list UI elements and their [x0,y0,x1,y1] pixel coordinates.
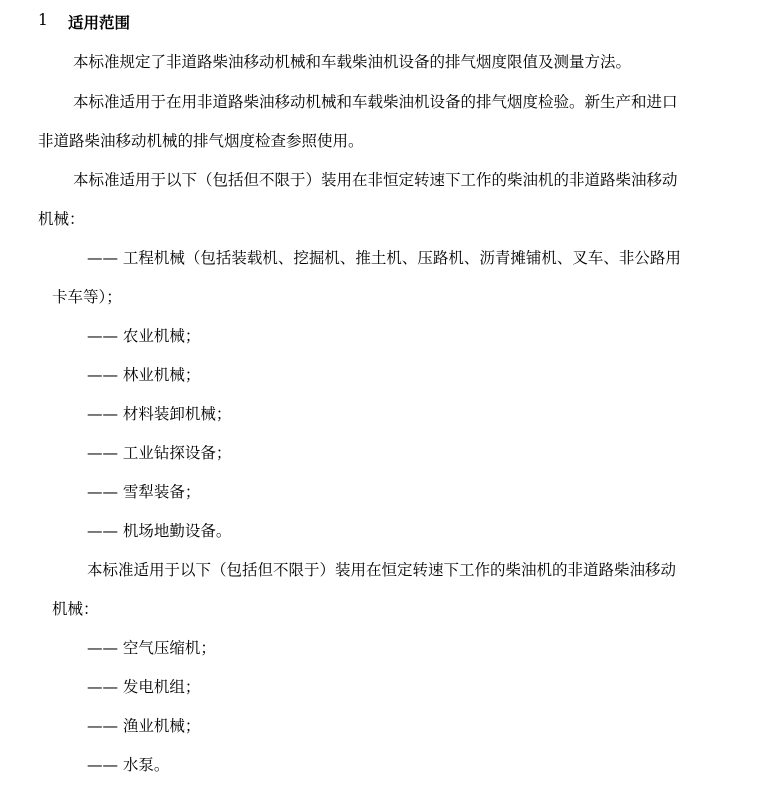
list-item: —— 材料装卸机械； [87,405,232,423]
list-item-continuation: 卡车等）； [52,288,122,306]
list-item: —— 雪犁装备； [87,483,201,501]
section-title: 适用范围 [68,14,131,32]
list-item: —— 工程机械（包括装载机、挖掘机、推土机、压路机、沥青摊铺机、叉车、非公路用 [87,249,681,267]
list-item: —— 发电机组； [87,678,201,696]
list-item: —— 渔业机械； [87,717,201,735]
paragraph-variable-speed-line: 机械： [38,210,85,228]
paragraph-constant-speed-line: 机械： [52,600,99,618]
paragraph-applicability-line: 非道路柴油移动机械的排气烟度检查参照使用。 [38,132,364,150]
paragraph-constant-speed-line: 本标准适用于以下（包括但不限于）装用在恒定转速下工作的柴油机的非道路柴油移动 [87,561,677,579]
list-item: —— 工业钻探设备； [87,444,232,462]
paragraph-scope-line: 本标准规定了非道路柴油移动机械和车载柴油机设备的排气烟度限值及测量方法。 [73,53,632,71]
list-item: —— 林业机械； [87,366,201,384]
list-item: —— 水泵。 [87,756,170,774]
list-item: —— 机场地勤设备。 [87,522,232,540]
paragraph-applicability-line: 本标准适用于在用非道路柴油移动机械和车载柴油机设备的排气烟度检验。新生产和进口 [73,93,678,111]
paragraph-variable-speed-line: 本标准适用于以下（包括但不限于）装用在非恒定转速下工作的柴油机的非道路柴油移动 [73,171,678,189]
list-item: —— 农业机械； [87,327,201,345]
list-item: —— 空气压缩机； [87,639,216,657]
section-number: 1 [38,11,48,29]
